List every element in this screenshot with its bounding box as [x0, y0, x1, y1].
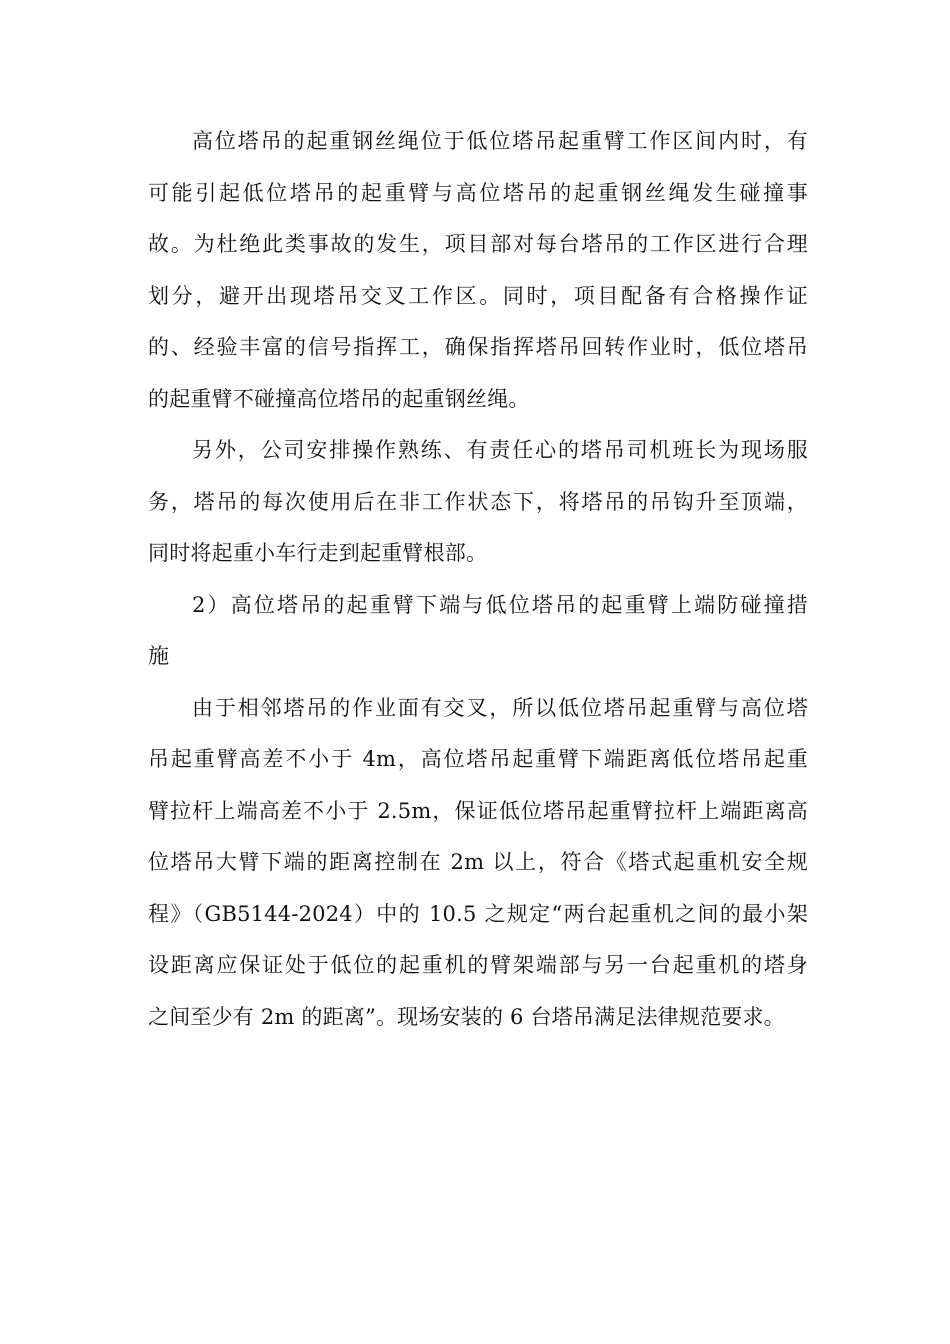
paragraph-1-line-2: 可能引起低位塔吊的起重臂与高位塔吊的起重钢丝绳发生碰撞事 [148, 180, 808, 205]
section-heading-line-2: 施 [148, 644, 170, 668]
paragraph-1-line-5: 的、经验丰富的信号指挥工，确保指挥塔吊回转作业时，低位塔吊 [148, 335, 808, 359]
paragraph-4-line-4: 位塔吊大臂下端的距离控制在 2m 以上，符合《塔式起重机安全规 [148, 850, 808, 874]
paragraph-4-line-6: 设距离应保证处于低位的起重机的臂架端部与另一台起重机的塔身 [148, 953, 808, 977]
paragraph-4-line-5: 程》（GB5144-2024）中的 10.5 之规定“两台起重机之间的最小架 [148, 901, 808, 926]
document-body [148, 116, 808, 1043]
paragraph-4-line-3: 臂拉杆上端高差不小于 2.5m，保证低位塔吊起重臂拉杆上端距离高 [148, 798, 808, 823]
paragraph-4-line-7: 之间至少有 2m 的距离”。现场安装的 6 台塔吊满足法律规范要求。 [148, 1004, 785, 1029]
paragraph-1-line-6: 的起重臂不碰撞高位塔吊的起重钢丝绳。 [148, 386, 530, 411]
paragraph-2-line-2: 务，塔吊的每次使用后在非工作状态下，将塔吊的吊钩升至顶端， [148, 489, 808, 514]
paragraph-4-line-2: 吊起重臂高差不小于 4m，高位塔吊起重臂下端距离低位塔吊起重 [148, 747, 808, 771]
paragraph-4-line-1: 由于相邻塔吊的作业面有交叉，所以低位塔吊起重臂与高位塔 [192, 695, 808, 720]
paragraph-1-line-3: 故。为杜绝此类事故的发生，项目部对每台塔吊的工作区进行合理 [148, 232, 808, 256]
paragraph-1-line-4: 划分，避开出现塔吊交叉工作区。同时，项目配备有合格操作证 [148, 283, 808, 308]
paragraph-1-line-1: 高位塔吊的起重钢丝绳位于低位塔吊起重臂工作区间内时，有 [192, 129, 808, 153]
paragraph-2-line-1: 另外，公司安排操作熟练、有责任心的塔吊司机班长为现场服 [192, 438, 808, 462]
paragraph-2-line-3: 同时将起重小车行走到起重臂根部。 [148, 541, 488, 565]
section-heading-line-1: 2）高位塔吊的起重臂下端与低位塔吊的起重臂上端防碰撞措 [192, 592, 808, 617]
